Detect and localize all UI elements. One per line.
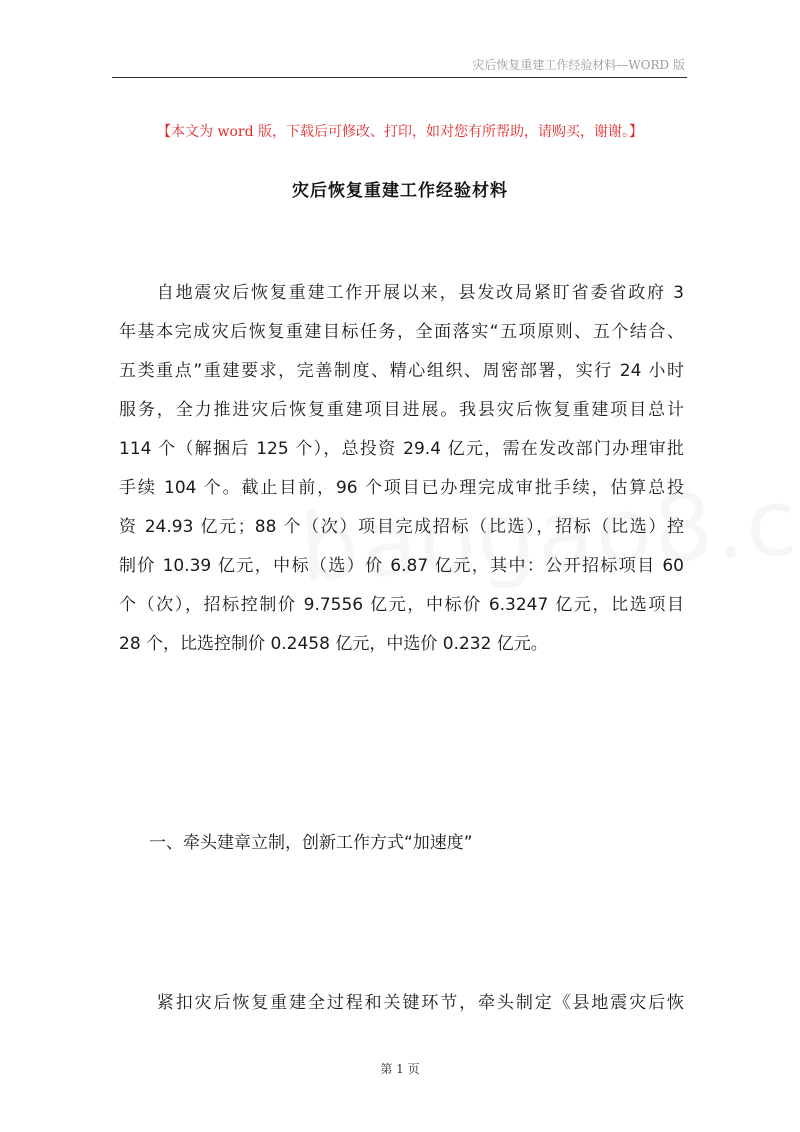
page-number: 第 1 页: [380, 1062, 420, 1076]
purchase-notice: 【本文为 word 版，下载后可修改、打印，如对您有所帮助，请购买，谢谢。】: [157, 124, 643, 140]
header-divider: [112, 77, 687, 78]
body-paragraph-2: [119, 984, 684, 1023]
body-paragraph-1: [119, 274, 684, 664]
paragraph-line: 服务，全力推进灾后恢复重建项目进展。我县灾后恢复重建项目总计: [119, 400, 684, 420]
paragraph-line: 五类重点”重建要求，完善制度、精心组织、周密部署，实行 24 小时: [119, 361, 684, 381]
running-header: 灾后恢复重建工作经验材料—WORD 版: [472, 58, 685, 72]
page-title: 灾后恢复重建工作经验材料: [292, 181, 508, 201]
paragraph-line: 手续 104 个。截止目前，96 个项目已办理完成审批手续，估算总投: [119, 478, 684, 498]
paragraph-line: 114 个（解捆后 125 个），总投资 29.4 亿元，需在发改部门办理审批: [119, 439, 684, 459]
paragraph-line: 28 个，比选控制价 0.2458 亿元，中选价 0.232 亿元。: [119, 634, 548, 654]
section-heading-1: 一、牵头建章立制，创新工作方式“加速度”: [149, 833, 473, 853]
paragraph-line: 制价 10.39 亿元，中标（选）价 6.87 亿元，其中：公开招标项目 60: [119, 556, 684, 576]
paragraph-line: 紧扣灾后恢复重建全过程和关键环节，牵头制定《县地震灾后恢: [119, 993, 684, 1013]
paragraph-line: 个（次），招标控制价 9.7556 亿元，中标价 6.3247 亿元，比选项目: [119, 595, 684, 615]
paragraph-line: 自地震灾后恢复重建工作开展以来，县发改局紧盯省委省政府 3: [119, 283, 684, 303]
paragraph-line: 资 24.93 亿元；88 个（次）项目完成招标（比选），招标（比选）控: [119, 517, 684, 537]
paragraph-line: 年基本完成灾后恢复重建目标任务，全面落实“五项原则、五个结合、: [119, 322, 684, 342]
